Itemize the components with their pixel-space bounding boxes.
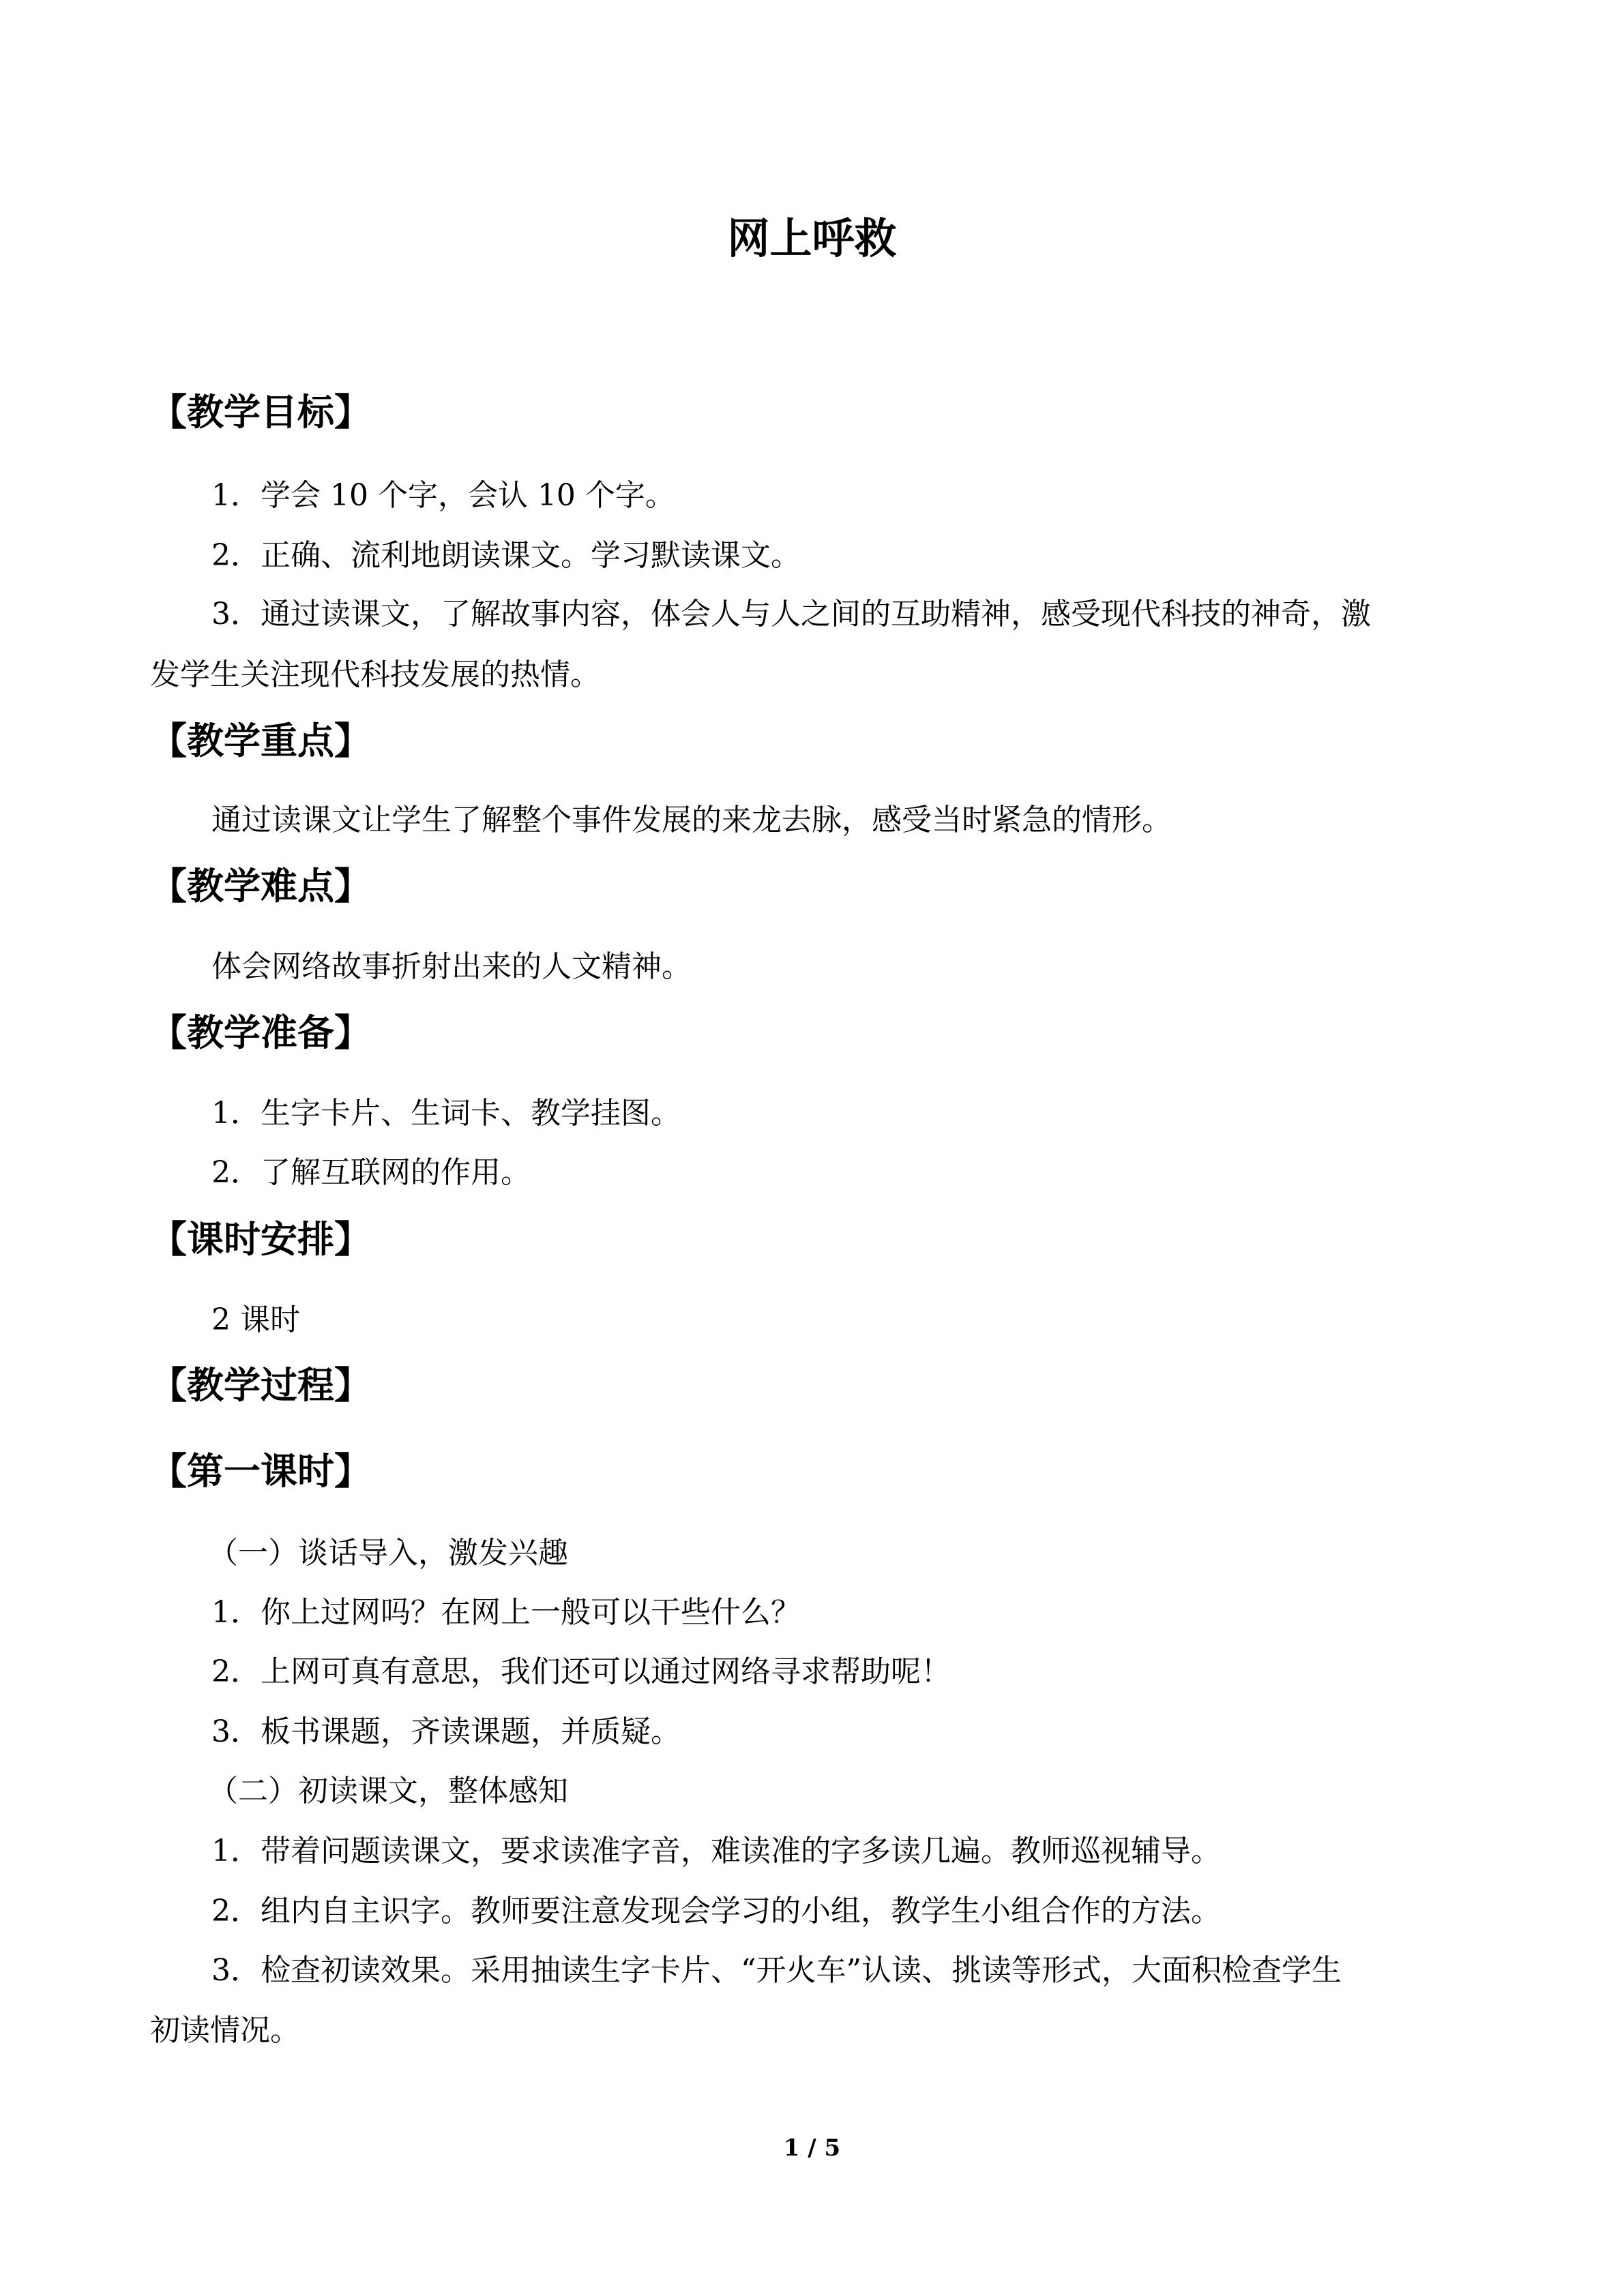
preparation-item-1: 1．生字卡片、生词卡、教学挂图。 <box>211 1096 681 1131</box>
objective-item-1: 1．学会 10 个字，会认 10 个字。 <box>211 478 675 513</box>
objective-item-3-cont: 发学生关注现代科技发展的热情。 <box>150 657 600 692</box>
lesson1-part2-item-3: 3．检查初读效果。采用抽读生字卡片、“开火车”认读、挑读等形式，大面积检查学生 <box>211 1953 1342 1988</box>
heading-process: 【教学过程】 <box>150 1364 371 1407</box>
document-title: 网上呼救 <box>727 213 897 263</box>
lesson1-part2-item-3-cont: 初读情况。 <box>150 2013 300 2048</box>
heading-preparation: 【教学准备】 <box>150 1011 371 1054</box>
lesson1-part1-item-3: 3．板书课题，齐读课题，并质疑。 <box>211 1714 681 1749</box>
objective-item-2: 2．正确、流利地朗读课文。学习默读课文。 <box>211 538 801 573</box>
key-points-text: 通过读课文让学生了解整个事件发展的来龙去脉，感受当时紧急的情形。 <box>211 803 1172 837</box>
heading-difficulties: 【教学难点】 <box>150 865 371 908</box>
lesson1-part1-item-2: 2．上网可真有意思，我们还可以通过网络寻求帮助呢！ <box>211 1654 951 1689</box>
objective-item-3: 3．通过读课文，了解故事内容，体会人与人之间的互助精神，感受现代科技的神奇，激 <box>211 597 1371 631</box>
lesson1-part1-item-1: 1．你上过网吗？在网上一般可以干些什么？ <box>211 1595 801 1630</box>
lesson1-part2-item-2: 2．组内自主识字。教师要注意发现会学习的小组，教学生小组合作的方法。 <box>211 1894 1221 1928</box>
lesson1-part2-item-1: 1．带着问题读课文，要求读准字音，难读准的字多读几遍。教师巡视辅导。 <box>211 1834 1221 1868</box>
heading-key-points: 【教学重点】 <box>150 719 371 762</box>
difficulties-text: 体会网络故事折射出来的人文精神。 <box>211 949 692 984</box>
preparation-item-2: 2．了解互联网的作用。 <box>211 1155 531 1190</box>
heading-schedule: 【课时安排】 <box>150 1218 371 1261</box>
lesson1-part1-title: （一）谈话导入，激发兴趣 <box>208 1536 568 1570</box>
heading-objectives: 【教学目标】 <box>150 391 371 434</box>
heading-lesson-1: 【第一课时】 <box>150 1450 371 1493</box>
schedule-text: 2 课时 <box>211 1302 300 1337</box>
lesson1-part2-title: （二）初读课文，整体感知 <box>208 1774 568 1808</box>
page-number: 1 / 5 <box>783 2134 841 2162</box>
